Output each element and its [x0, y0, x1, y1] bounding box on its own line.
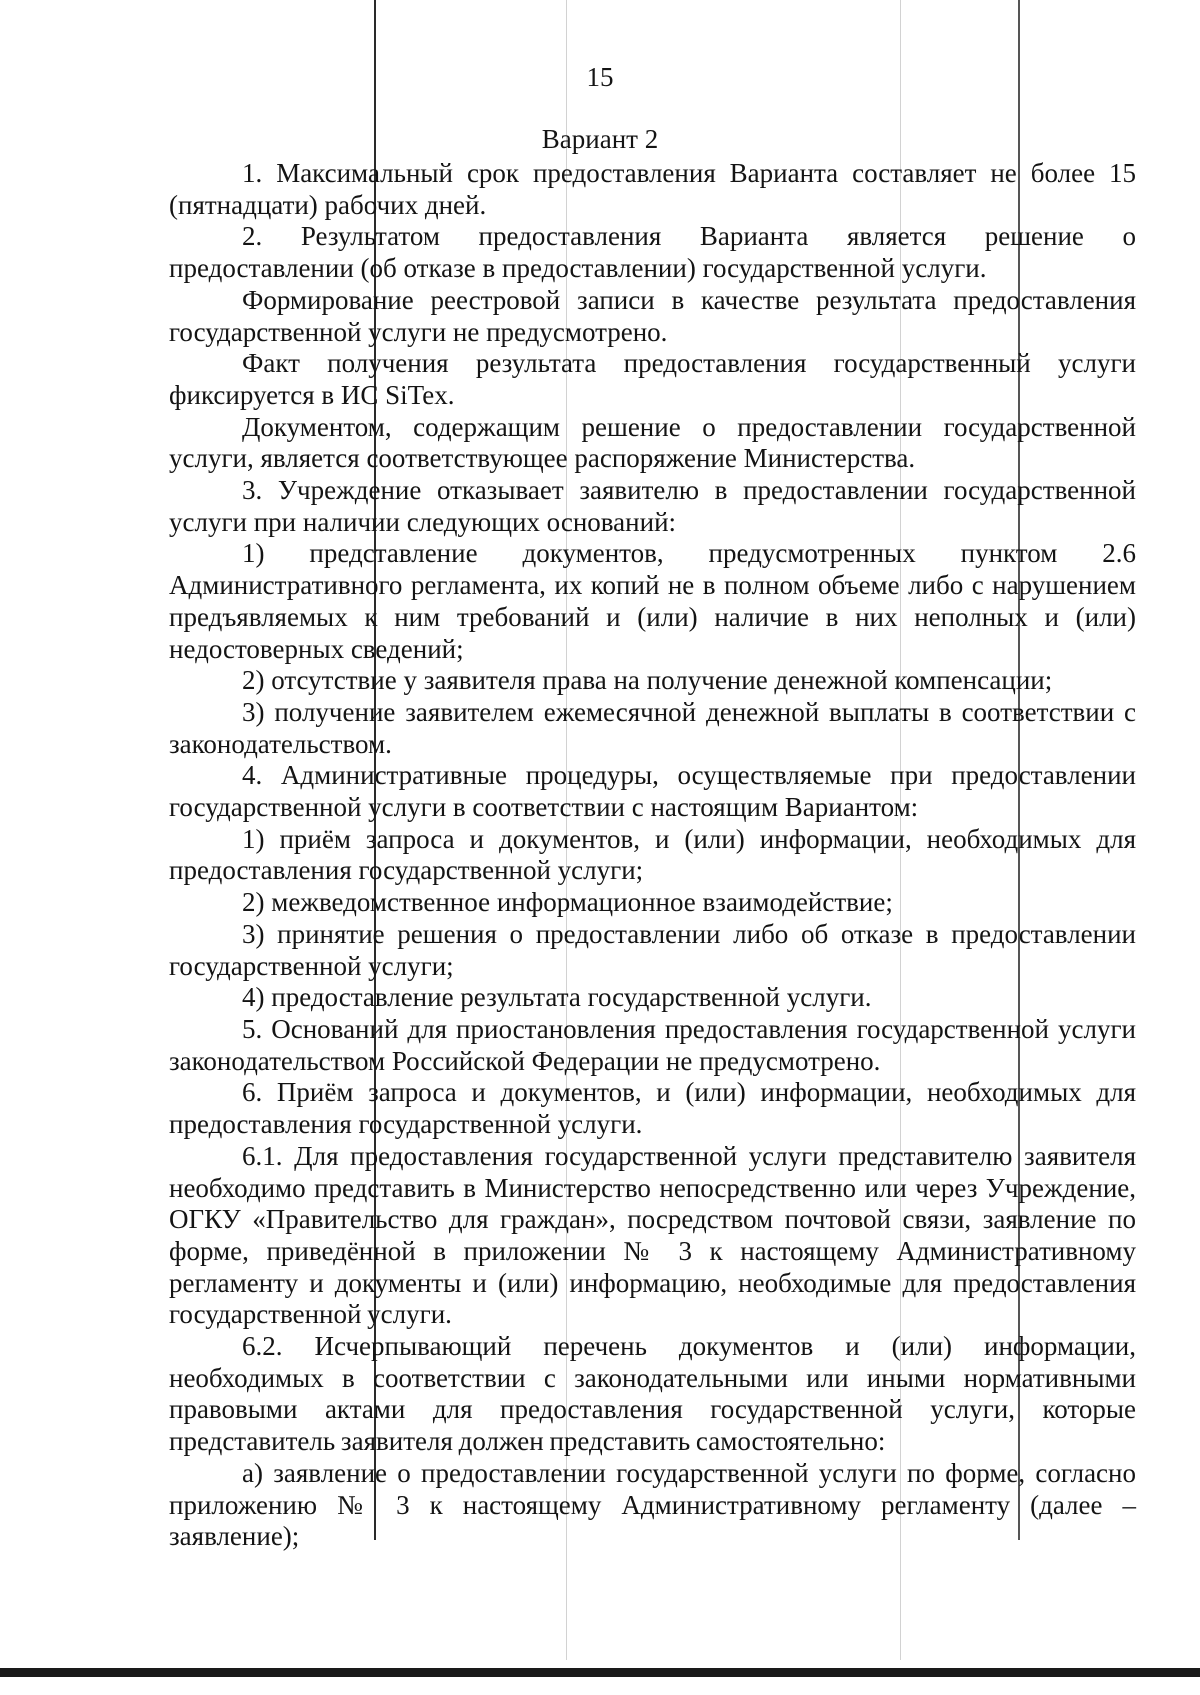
- paragraph: 2. Результатом предоставления Варианта является решение о предоставлении (об отказе в предоставлении) государственной услуги.: [169, 221, 1136, 284]
- paragraph: 6.2. Исчерпывающий перечень документов и (или) информации, необходимых в соответствии с законодательными или иными нормативными правовыми актами для предоставления государственной услуги, которые представитель заявителя должен представить самостоятельно:: [169, 1331, 1136, 1457]
- paragraph: Документом, содержащим решение о предоставлении государственной услуги, является соответствующее распоряжение Министерства.: [169, 411, 1136, 474]
- paragraph: Формирование реестровой записи в качестве результата предоставления государственной услуги не предусмотрено.: [169, 284, 1136, 347]
- paragraph: 6.1. Для предоставления государственной услуги представителю заявителя необходимо представить в Министерство непосредственно или через Учреждение, ОГКУ «Правительство для граждан», посредством почтовой связи, заявление по форме, приведённой в приложении № 3 к настоящему Административному регламенту и документы и (или) информацию, необходимые для предоставления государственной услуги.: [169, 1140, 1136, 1330]
- paragraph: Факт получения результата предоставления государственный услуги фиксируется в ИС SiTex.: [169, 348, 1136, 410]
- paragraph: 5. Оснований для приостановления предоставления государственной услуги законодательством Российской Федерации не предусмотрено.: [169, 1013, 1136, 1076]
- paragraph: 6. Приём запроса и документов, и (или) информации, необходимых для предоставления государственной услуги.: [169, 1077, 1136, 1140]
- paragraph: 3) принятие решения о предоставлении либо об отказе в предоставлении государственной услуги;: [169, 918, 1136, 981]
- paragraph: 3. Учреждение отказывает заявителю в предоставлении государственной услуги при наличии следующих оснований:: [169, 475, 1136, 537]
- paragraph: 4) предоставление результата государственной услуги.: [242, 982, 872, 1013]
- paragraph: 4. Административные процедуры, осуществляемые при предоставлении государственной услуги в соответствии с настоящим Вариантом:: [169, 760, 1136, 823]
- paragraph: 2) межведомственное информационное взаимодействие;: [242, 887, 893, 918]
- variant-heading: Вариант 2: [541, 124, 659, 154]
- paragraph: 1) представление документов, предусмотренных пунктом 2.6 Административного регламента, их копий не в полном объеме либо с нарушением предъявляемых к ним требований и (или) наличие в них неполных и (или) недостоверных сведений;: [169, 538, 1136, 664]
- scan-bottom-edge: [0, 1668, 1200, 1677]
- document-body: [169, 158, 1136, 1553]
- paragraph: а) заявление о предоставлении государственной услуги по форме, согласно приложению № 3 к настоящему Административному регламенту (далее – заявление);: [169, 1457, 1136, 1552]
- paragraph: 1) приём запроса и документов, и (или) информации, необходимых для предоставления государственной услуги;: [169, 823, 1136, 886]
- paragraph: 3) получение заявителем ежемесячной денежной выплаты в соответствии с законодательством.: [169, 696, 1136, 759]
- paragraph: 1. Максимальный срок предоставления Варианта составляет не более 15 (пятнадцати) рабочих дней.: [169, 158, 1136, 220]
- page-number: 15: [586, 62, 614, 92]
- paragraph: 2) отсутствие у заявителя права на получение денежной компенсации;: [242, 665, 1053, 696]
